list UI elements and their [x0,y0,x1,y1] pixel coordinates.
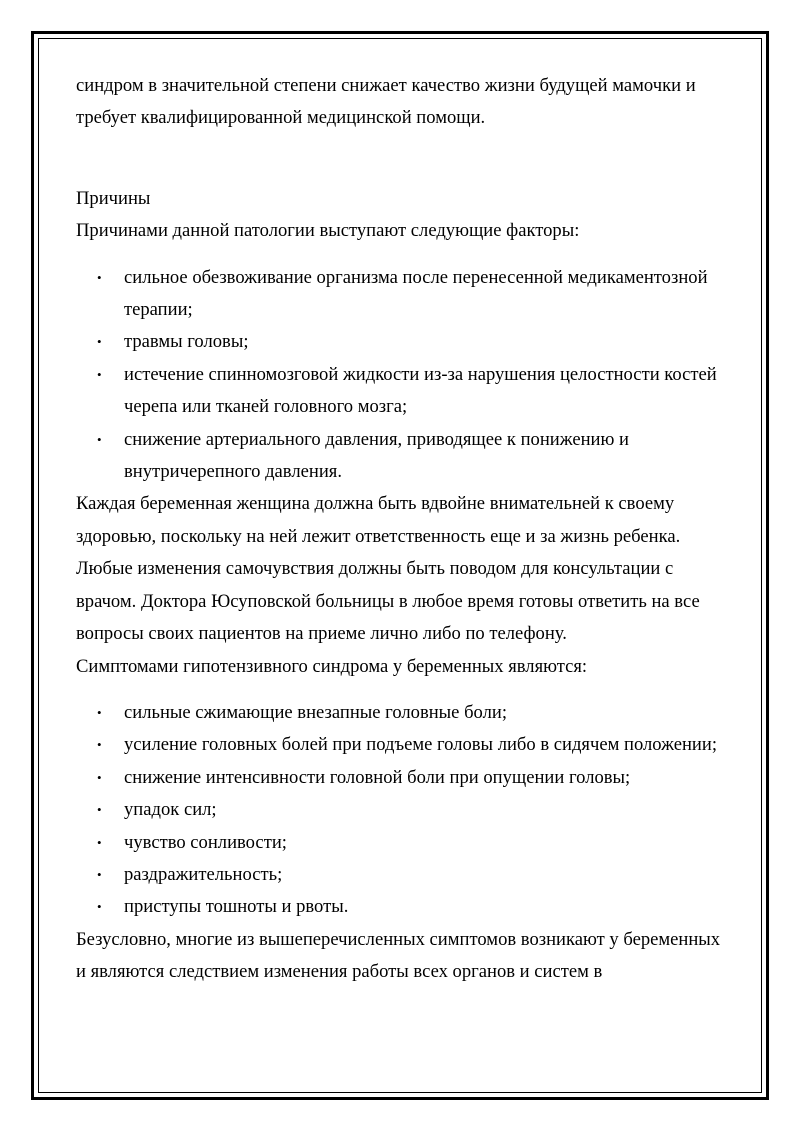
bullet-icon: • [97,366,102,382]
bullet-icon: • [97,269,102,285]
bullet-icon: • [97,737,102,753]
list-item-text: раздражительность; [124,863,283,885]
list-item [97,326,726,358]
bullet-icon: • [97,431,102,447]
list-item-text: истечение спинномозговой жидкости из-за нарушения целостности костей черепа или тканей головного мозга; [124,363,717,418]
bullet-icon: • [97,866,102,882]
list-item [97,859,726,891]
list-item [97,794,726,826]
list-item [97,827,726,859]
list-item-text: снижение артериального давления, приводящее к понижению и внутричерепного давления. [124,428,629,483]
care-paragraph: Каждая беременная женщина должна быть вдвойне внимательней к своему здоровью, поскольку на ней лежит ответственность еще и за жизнь ребенка. Любые изменения самочувствия должны быть поводом для консультации с врачом. Доктора Юсуповской больницы в любое время готовы ответить на все вопросы своих пациентов на приеме лично либо по телефону. [76,493,700,645]
causes-heading: Причины [76,187,151,209]
list-item [97,424,726,489]
list-item-text: сильное обезвоживание организма после перенесенной медикаментозной терапии; [124,266,708,321]
list-item-text: упадок сил; [124,799,217,821]
bullet-icon: • [97,834,102,850]
bullet-icon: • [97,899,102,915]
bullet-icon: • [97,802,102,818]
list-item [97,697,726,729]
list-item [97,262,726,327]
symptoms-list [76,697,726,924]
list-item-text: чувство сонливости; [124,831,287,853]
list-item-text: сильные сжимающие внезапные головные боли; [124,701,507,723]
causes-lead: Причинами данной патологии выступают следующие факторы: [76,220,580,242]
list-item-text: усиление головных болей при подъеме головы либо в сидячем положении; [124,734,717,756]
list-item [97,891,726,923]
list-item [97,729,726,761]
paragraph-gap [76,135,726,183]
closing-paragraph: Безусловно, многие из вышеперечисленных симптомов возникают у беременных и являются следствием изменения работы всех органов и систем в [76,928,721,983]
list-item-text: снижение интенсивности головной боли при опущении головы; [124,766,631,788]
document-body [76,70,726,989]
intro-paragraph: синдром в значительной степени снижает качество жизни будущей мамочки и требует квалифицированной медицинской помощи. [76,75,696,129]
causes-list [76,262,726,489]
symptoms-lead: Симптомами гипотензивного синдрома у беременных являются: [76,655,588,677]
list-item-text: травмы головы; [124,331,249,353]
list-item [97,762,726,794]
list-item [97,359,726,424]
bullet-icon: • [97,769,102,785]
bullet-icon: • [97,334,102,350]
list-item-text: приступы тошноты и рвоты. [124,896,349,918]
bullet-icon: • [97,704,102,720]
